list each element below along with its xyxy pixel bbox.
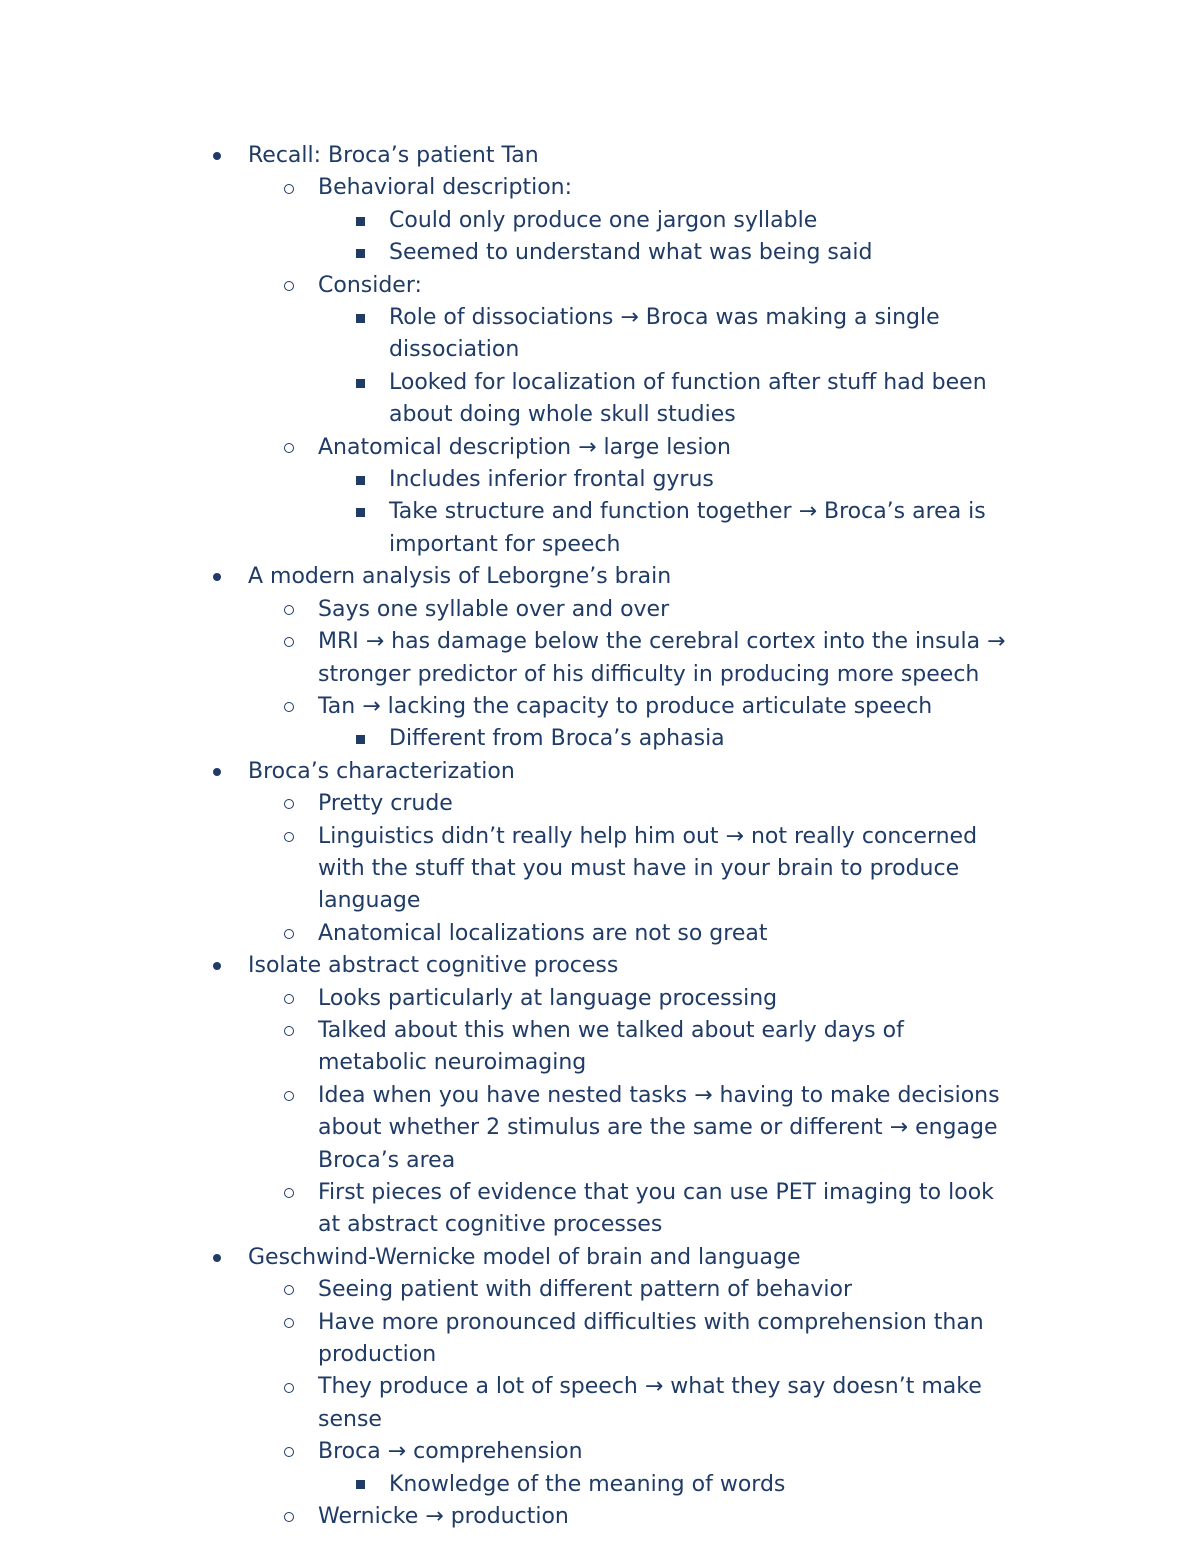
list-item — [389, 205, 1009, 237]
list-item — [318, 626, 1008, 691]
list-item — [318, 1080, 1008, 1177]
bullet-square-icon — [353, 464, 367, 496]
list-item-text: Have more pronounced difficulties with comprehension than production — [318, 1309, 984, 1368]
list-item — [389, 496, 1009, 561]
bullet-circle-icon — [282, 270, 296, 302]
bullet-square-icon — [353, 237, 367, 269]
list-item — [318, 1371, 1008, 1436]
list-item — [248, 756, 1008, 788]
bullet-circle-icon — [282, 432, 296, 464]
bullet-circle-icon — [282, 691, 296, 723]
list-item-text: Wernicke → production — [318, 1504, 569, 1530]
list-item — [318, 432, 1008, 464]
bullet-circle-icon — [282, 1274, 296, 1306]
list-item — [318, 918, 1008, 950]
list-item — [389, 464, 1009, 496]
list-item-text: MRI → has damage below the cerebral cortex into the insula → stronger predictor of his difficulty in producing more speech — [318, 629, 1006, 687]
bullet-circle-icon — [282, 1015, 296, 1047]
list-item-text: Consider: — [318, 272, 422, 298]
list-item — [389, 1469, 1009, 1501]
list-item — [389, 237, 1009, 269]
list-item-text: Broca → comprehension — [318, 1439, 583, 1465]
list-item-text: Could only produce one jargon syllable — [389, 207, 818, 233]
list-item — [318, 1015, 1008, 1080]
bullet-circle-icon — [282, 1436, 296, 1468]
list-item — [318, 1436, 1008, 1468]
bullet-disc-icon — [210, 140, 224, 172]
list-item-text: Tan → lacking the capacity to produce articulate speech — [318, 693, 933, 719]
list-item — [248, 561, 1008, 593]
bullet-circle-icon — [282, 626, 296, 658]
bullet-disc-icon — [210, 1242, 224, 1274]
list-item-text: Seeing patient with different pattern of behavior — [318, 1277, 853, 1303]
list-item-text: Anatomical description → large lesion — [318, 434, 731, 460]
bullet-disc-icon — [210, 756, 224, 788]
bullet-circle-icon — [282, 1501, 296, 1533]
list-item — [318, 594, 1008, 626]
list-item — [389, 367, 1009, 432]
list-item — [389, 302, 1009, 367]
list-item — [248, 140, 1008, 172]
bullet-square-icon — [353, 367, 367, 399]
list-item-text: Looked for localization of function after stuff had been about doing whole skull studies — [389, 369, 987, 428]
bullet-circle-icon — [282, 1371, 296, 1403]
bullet-square-icon — [353, 496, 367, 528]
list-item-text: Talked about this when we talked about early days of metabolic neuroimaging — [318, 1017, 904, 1076]
bullet-square-icon — [353, 205, 367, 237]
list-item-text: Behavioral description: — [318, 175, 573, 201]
bullet-circle-icon — [282, 594, 296, 626]
list-item-text: Anatomical localizations are not so great — [318, 920, 768, 946]
bullet-circle-icon — [282, 172, 296, 204]
list-item — [318, 1501, 1008, 1533]
list-item-text: Broca’s characterization — [248, 758, 515, 784]
list-item — [248, 950, 1008, 982]
list-item — [318, 172, 1008, 204]
list-item-text: Pretty crude — [318, 791, 453, 817]
bullet-disc-icon — [210, 950, 224, 982]
list-item — [318, 983, 1008, 1015]
bullet-disc-icon — [210, 561, 224, 593]
list-item-text: Idea when you have nested tasks → having to make decisions about whether 2 stimulus are the same or different → engage Broca’s area — [318, 1082, 1000, 1173]
bullet-circle-icon — [282, 1177, 296, 1209]
list-item — [318, 788, 1008, 820]
list-item — [318, 1274, 1008, 1306]
list-item — [318, 1307, 1008, 1372]
list-item-text: Recall: Broca’s patient Tan — [248, 143, 539, 168]
list-item-text: Take structure and function together → Broca’s area is important for speech — [389, 499, 986, 557]
list-item-text: Says one syllable over and over — [318, 596, 670, 622]
list-item-text: First pieces of evidence that you can use PET imaging to look at abstract cognitive processes — [318, 1180, 994, 1238]
list-item-text: Different from Broca’s aphasia — [389, 726, 725, 752]
bullet-circle-icon — [282, 788, 296, 820]
bullet-circle-icon — [282, 1307, 296, 1339]
list-item-text: Knowledge of the meaning of words — [389, 1471, 786, 1497]
bullet-outline — [0, 140, 1200, 1533]
bullet-circle-icon — [282, 983, 296, 1015]
bullet-square-icon — [353, 302, 367, 334]
list-item-text: Includes inferior frontal gyrus — [389, 467, 714, 493]
list-item — [389, 723, 1009, 755]
list-item-text: Geschwind-Wernicke model of brain and language — [248, 1244, 801, 1270]
list-item-text: Linguistics didn’t really help him out → not really concerned with the stuff that you must have in your brain to produce language — [318, 823, 978, 914]
list-item-text: Seemed to understand what was being said — [389, 240, 873, 266]
bullet-circle-icon — [282, 918, 296, 950]
list-item — [248, 1242, 1008, 1274]
list-item-text: Isolate abstract cognitive process — [248, 953, 619, 979]
list-item-text: Looks particularly at language processing — [318, 985, 778, 1011]
list-item-text: A modern analysis of Leborgne’s brain — [248, 564, 672, 590]
list-item — [318, 821, 1008, 918]
bullet-circle-icon — [282, 821, 296, 853]
list-item — [318, 270, 1008, 302]
bullet-circle-icon — [282, 1080, 296, 1112]
list-item — [318, 691, 1008, 723]
bullet-square-icon — [353, 1469, 367, 1501]
list-item-text: They produce a lot of speech → what they say doesn’t make sense — [318, 1374, 982, 1432]
list-item-text: Role of dissociations → Broca was making a single dissociation — [389, 305, 940, 363]
list-item — [318, 1177, 1008, 1242]
bullet-square-icon — [353, 723, 367, 755]
